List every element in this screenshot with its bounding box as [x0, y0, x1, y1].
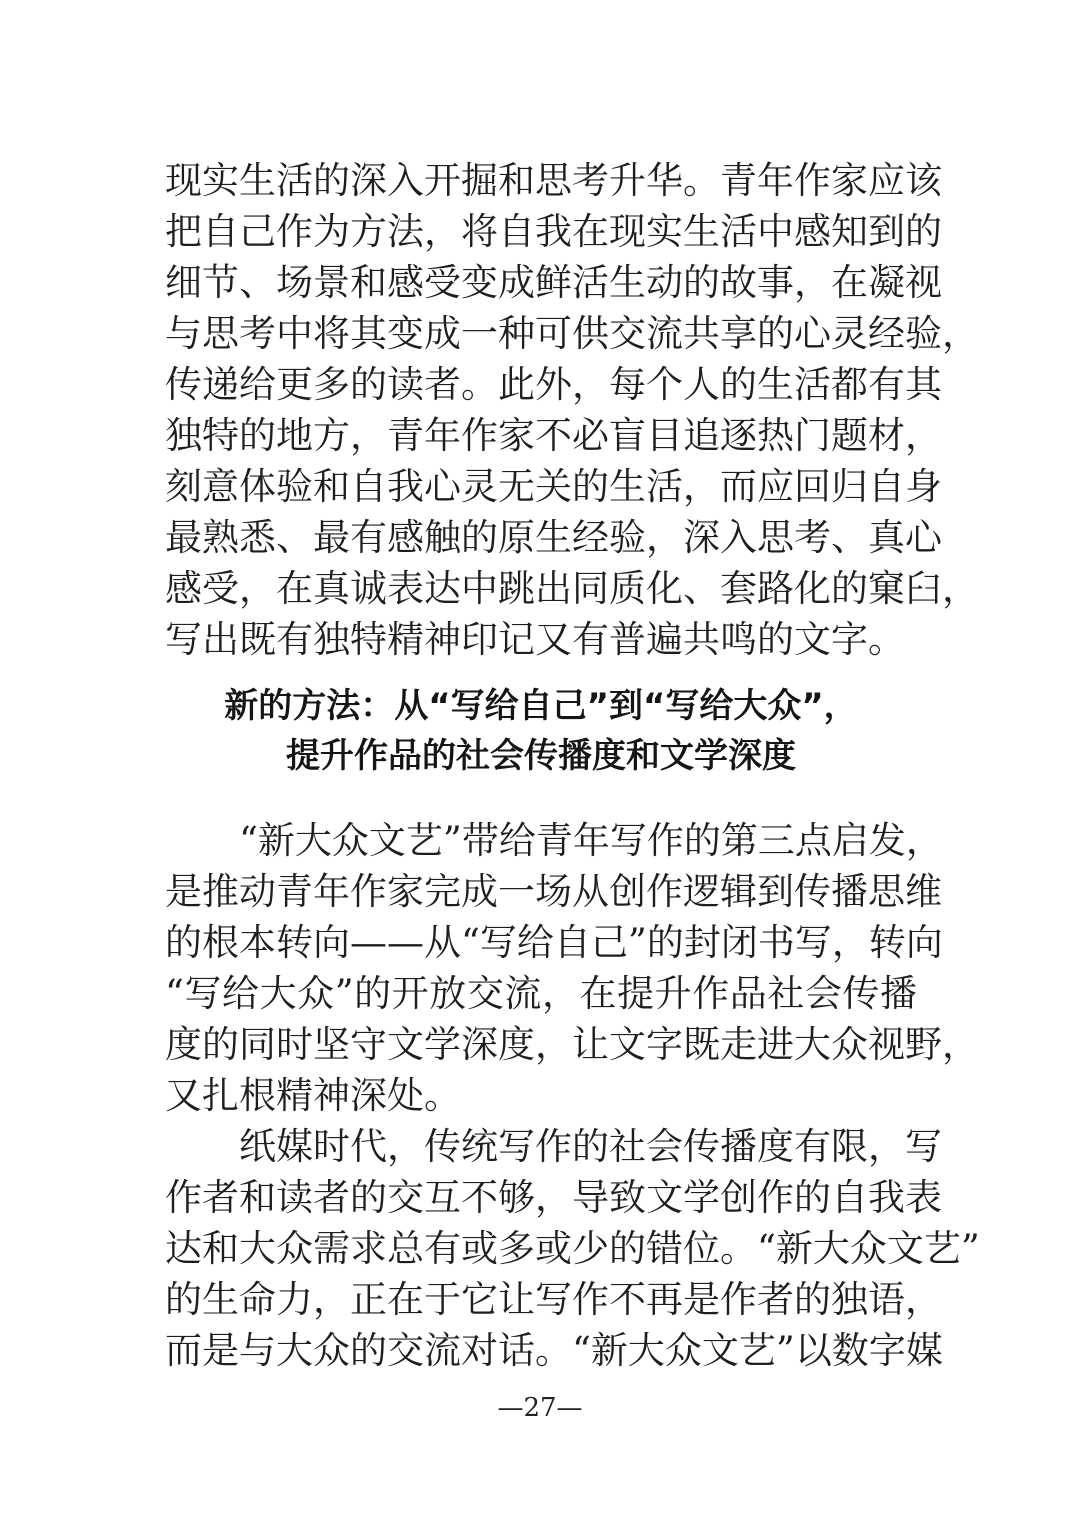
text-line: 又扎根精神深处。 — [165, 1074, 461, 1117]
page-number: —27— — [497, 1393, 583, 1423]
text-line: 度的同时坚守文学深度，让文字既走进大众视野， — [165, 1023, 979, 1066]
text-line: 而是与大众的交流对话。“新大众文艺”以数字媒 — [165, 1329, 943, 1372]
text-line: 最熟悉、最有感触的原生经验，深入思考、真心 — [165, 516, 942, 559]
text-line: 的根本转向——从“写给自己”的封闭书写，转向 — [165, 921, 943, 964]
text-line: 传递给更多的读者。此外，每个人的生活都有其 — [165, 363, 942, 406]
section-heading-line-1: 新的方法：从“写给自己”到“写给大众”， — [224, 686, 858, 726]
section-heading-line-2: 提升作品的社会传播度和文学深度 — [286, 736, 796, 776]
paragraph-3 — [165, 1121, 980, 1376]
text-line: 细节、场景和感受变成鲜活生动的故事，在凝视 — [165, 261, 942, 304]
text-line: 感受，在真诚表达中跳出同质化、套路化的窠臼， — [165, 567, 979, 610]
paragraph-2 — [165, 815, 979, 1121]
text-line: “新大众文艺”带给青年写作的第三点启发， — [239, 819, 943, 862]
text-line: 的生命力，正在于它让写作不再是作者的独语， — [165, 1278, 942, 1321]
text-line: 纸媒时代，传统写作的社会传播度有限，写 — [239, 1125, 942, 1168]
text-line: “写给大众”的开放交流，在提升作品社会传播 — [165, 972, 917, 1015]
document-page — [165, 155, 980, 1376]
text-line: 是推动青年作家完成一场从创作逻辑到传播思维 — [165, 870, 942, 913]
text-line: 作者和读者的交互不够，导致文学创作的自我表 — [165, 1176, 942, 1219]
section-heading — [165, 681, 917, 781]
text-line: 写出既有独特精神印记又有普遍共鸣的文字。 — [165, 618, 905, 661]
text-line: 与思考中将其变成一种可供交流共享的心灵经验， — [165, 312, 979, 355]
text-line: 刻意体验和自我心灵无关的生活，而应回归自身 — [165, 465, 942, 508]
text-line: 把自己作为方法，将自我在现实生活中感知到的 — [165, 210, 942, 253]
text-line: 独特的地方，青年作家不必盲目追逐热门题材， — [165, 414, 942, 457]
paragraph-continued — [165, 155, 979, 665]
text-line: 达和大众需求总有或多或少的错位。“新大众文艺” — [165, 1227, 980, 1270]
text-line: 现实生活的深入开掘和思考升华。青年作家应该 — [165, 159, 942, 202]
